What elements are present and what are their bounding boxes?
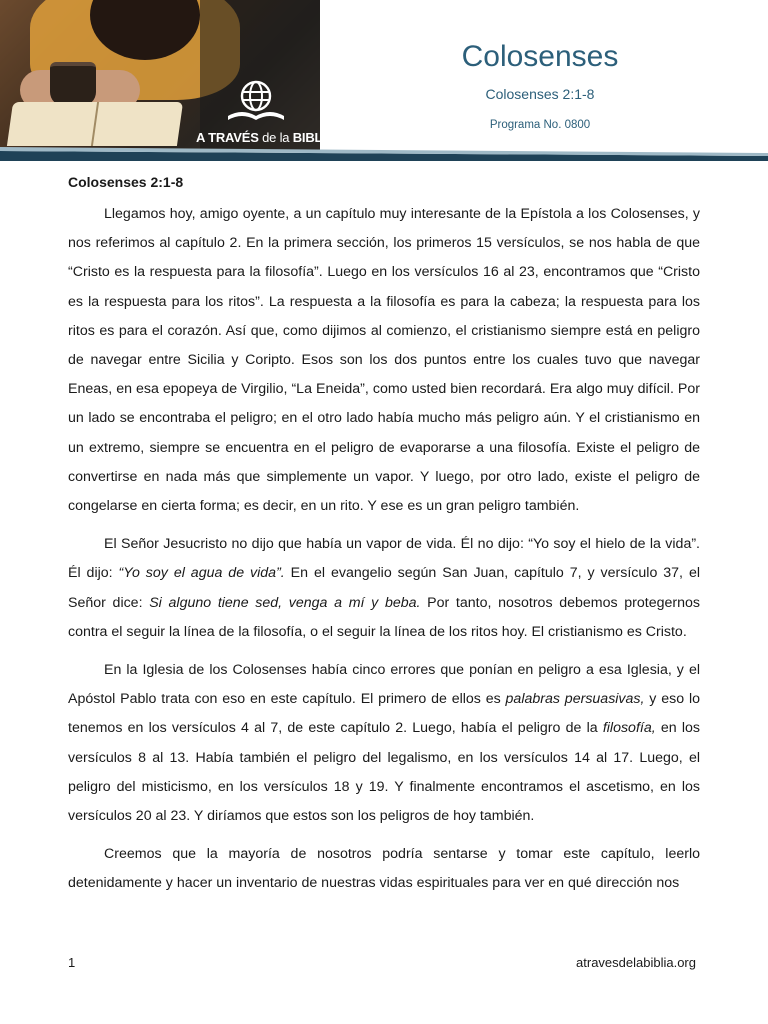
paragraph-3-text-b: y eso lo tenemos en los versículos 4 al 7, de este capítulo 2. Luego, había el peligro de la [68,691,700,737]
brand-word-3: BIBLIA [292,130,335,145]
scripture-reference: Colosenses 2:1-8 [485,86,595,102]
header-photo [0,0,335,150]
footer-website-link[interactable]: atravesdelabiblia.org [576,955,696,970]
paragraph-3-emphasis-1: palabras persuasivas, [505,691,645,708]
page-header [0,0,768,160]
page-number: 1 [68,955,76,970]
paragraph-2 [68,530,700,647]
section-heading: Colosenses 2:1-8 [68,174,184,190]
brand-word-1: A TRAVÉS [196,130,259,145]
coffee-cup-icon [50,62,96,106]
page-title: Colosenses [461,40,619,73]
paragraph-2-quote-2: Si alguno tiene sed, venga a mí y beba. [149,594,421,611]
paragraph-2-quote-1: “Yo soy el agua de vida”. [118,565,285,582]
globe-book-logo-icon [222,78,290,124]
paragraph-2-text-c: Por tanto, nosotros debemos protegernos contra el seguir la línea de la filosofía, o el seguir la línea de los ritos hoy. El cristianismo es Cristo. [68,594,700,640]
paragraph-3 [68,656,700,831]
brand-wordmark [196,130,335,145]
program-number: Programa No. 0800 [489,119,591,131]
open-bible-icon [7,102,183,146]
paragraph-3-emphasis-2: filosofía, [602,720,656,737]
paragraph-2-text-b: En el evangelio según San Juan, capítulo 7, y versículo 37, el Señor dice: [68,565,700,611]
paragraph-1: Llegamos hoy, amigo oyente, a un capítulo muy interesante de la Epístola a los Colosenses, y nos referimos al capítulo 2. En la primera sección, los primeros 15 versículos, se nos habla de que “Cristo es la respuesta para la filosofía”. Luego en los versículos 16 al 23, encontramos que “Cristo es la respuesta para los ritos”. La respuesta a la filosofía es para la cabeza; la respuesta para los ritos es para el corazón. Así que, como dijimos al comienzo, el cristianismo siempre está en peligro de navegar entre Sicilia y Coripto. Esos son los dos puntos entre los cuales tuvo que navegar Eneas, en esa epopeya de Virgilio, “La Eneida”, como usted bien recordará. Era algo muy difícil. Por un lado se encontraba el peligro; en el otro lado había mucho más peligro aún. Y el cristianismo en un extremo, siempre se encuentra en el peligro de evaporarse a una filosofía. Existe el peligro de convertirse en nada más que simplemente un vapor. Y luego, por otro lado, existe el peligro de congelarse en cierta forma; es decir, en un rito. Y ese es un gran peligro también. [68,206,700,515]
paragraph-4: Creemos que la mayoría de nosotros podría sentarse y tomar este capítulo, leerlo detenidamente y hacer un inventario de nuestras vidas espirituales para ver en qué dirección nos [68,846,700,892]
document-body [68,172,700,908]
paragraph-2-text-a: El Señor Jesucristo no dijo que había un vapor de vida. Él no dijo: “Yo soy el hielo de la vida”. Él dijo: [68,536,700,582]
paragraph-3-text-c: en los versículos 8 al 13. Había también el peligro del legalismo, en los versículos 14 al 17. Luego, el peligro del misticismo, en los versículos 18 y 19. Y finalmente encontramos el ascetismo, en los versículos 20 al 23. Y diríamos que estos son los peligros de hoy también. [68,720,700,825]
photo-overlay [200,0,320,150]
paragraph-3-text-a: En la Iglesia de los Colosenses había cinco errores que ponían en peligro a esa Iglesia, y el Apóstol Pablo trata con eso en este capítulo. El primero de ellos es [68,662,700,708]
brand-word-2: de la [262,130,290,145]
header-divider-band [0,147,768,161]
